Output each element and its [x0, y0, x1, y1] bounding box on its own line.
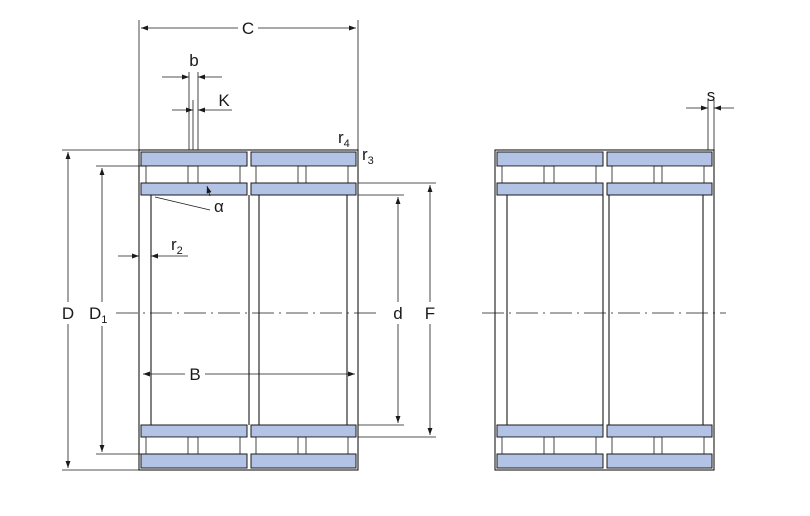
label-F: F — [424, 304, 436, 323]
label-K: K — [218, 91, 230, 110]
inner-ring-segment-8 — [607, 425, 712, 437]
label-B: B — [189, 365, 201, 384]
roller — [502, 166, 544, 183]
left-top-ring-row — [141, 152, 356, 195]
roller — [612, 166, 654, 183]
roller — [146, 437, 188, 454]
outer-ring-segment-8 — [607, 454, 712, 468]
roller — [146, 166, 188, 183]
roller — [554, 437, 596, 454]
label-r2: $r_2$ — [171, 235, 183, 257]
label-alpha: α — [214, 197, 224, 216]
roller — [198, 437, 240, 454]
right-bearing-view — [482, 150, 726, 470]
roller — [662, 437, 704, 454]
inner-ring-segment-6 — [607, 183, 712, 195]
dimension-lines — [62, 20, 734, 470]
label-s: s — [706, 86, 716, 105]
outer-ring-segment-4 — [251, 454, 356, 468]
dimension-labels — [58, 18, 715, 384]
label-b: b — [189, 51, 199, 70]
right-outer-outline — [495, 150, 714, 470]
outer-ring-segment-3 — [141, 454, 247, 468]
roller — [612, 437, 654, 454]
inner-ring-segment-1 — [141, 183, 247, 195]
outer-ring-segment-6 — [607, 152, 712, 166]
roller — [502, 437, 544, 454]
label-d: d — [393, 304, 403, 323]
outer-ring-segment-1 — [141, 152, 247, 166]
roller — [554, 166, 596, 183]
label-D1: $D_1$ — [89, 304, 108, 326]
roller — [256, 166, 298, 183]
label-C: C — [241, 19, 255, 38]
inner-ring-segment-5 — [497, 183, 603, 195]
roller — [306, 166, 348, 183]
label-r3: $r_3$ — [362, 145, 374, 167]
roller — [662, 166, 704, 183]
left-bottom-ring-row — [141, 425, 356, 468]
inner-ring-segment-2 — [251, 183, 356, 195]
outer-ring-segment-5 — [497, 152, 603, 166]
roller — [256, 437, 298, 454]
label-r4: $r_4$ — [338, 128, 350, 150]
inner-ring-segment-4 — [251, 425, 356, 437]
roller — [198, 166, 240, 183]
roller — [306, 437, 348, 454]
inner-ring-segment-7 — [497, 425, 603, 437]
alpha-leader — [155, 197, 210, 210]
label-D: D — [61, 304, 75, 323]
inner-ring-segment-3 — [141, 425, 247, 437]
right-top-ring-row — [497, 152, 712, 195]
left-bearing-view — [116, 150, 380, 470]
outer-ring-segment-7 — [497, 454, 603, 468]
outer-ring-segment-2 — [251, 152, 356, 166]
right-bottom-ring-row — [497, 425, 712, 468]
